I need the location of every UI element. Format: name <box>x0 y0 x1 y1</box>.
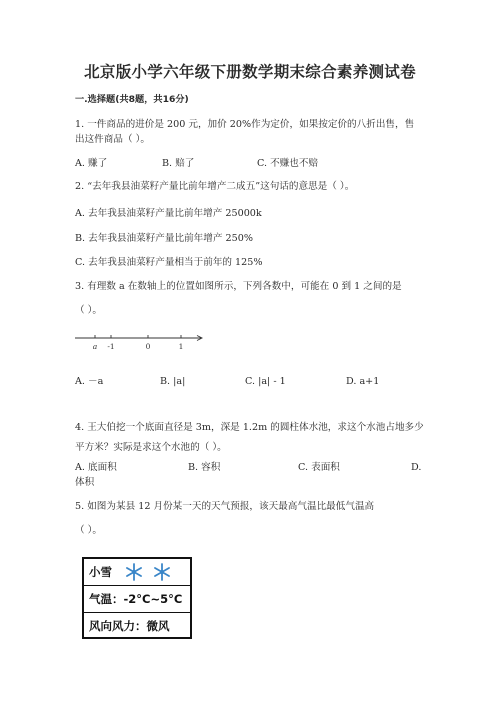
question-1-line-1: 1. 一件商品的进价是 200 元，加价 20%作为定价，如果按定价的八折出售，售 <box>75 119 415 130</box>
question-4-option-b[interactable]: B. 容积 <box>188 462 221 473</box>
question-3-option-c[interactable]: C. |a| - 1 <box>245 376 286 387</box>
weather-temperature: 气温：-2°C~5°C <box>89 592 183 606</box>
question-4-option-c[interactable]: C. 表面积 <box>298 462 340 473</box>
question-4-option-d-continued[interactable]: 体积 <box>75 477 95 488</box>
question-3-line-2: （ ）。 <box>75 305 103 316</box>
number-line-figure <box>75 332 205 354</box>
question-4-option-d[interactable]: D. <box>411 462 422 473</box>
label-1: 1 <box>178 342 184 351</box>
question-1-option-a[interactable]: A. 赚了 <box>75 158 108 169</box>
label-0: 0 <box>145 342 151 351</box>
question-1-option-c[interactable]: C. 不赚也不赔 <box>257 158 319 169</box>
question-3-line-1: 3. 有理数 a 在数轴上的位置如图所示，下列各数中，可能在 0 到 1 之间的是 <box>75 281 402 292</box>
question-1-option-b[interactable]: B. 赔了 <box>162 158 195 169</box>
question-2-option-c[interactable]: C. 去年我县油菜籽产量相当于前年的 125% <box>75 257 263 268</box>
weather-wind-row <box>84 613 190 639</box>
section-heading: 一.选择题(共8题，共16分) <box>75 94 189 105</box>
question-4-option-a[interactable]: A. 底面积 <box>75 462 117 473</box>
question-2-option-b[interactable]: B. 去年我县油菜籽产量比前年增产 250% <box>75 233 253 244</box>
question-3-option-a[interactable]: A. －a <box>75 376 104 387</box>
weather-forecast-card <box>82 557 192 639</box>
weather-wind: 风向风力：微风 <box>89 619 170 633</box>
question-3-option-d[interactable]: D. a+1 <box>346 376 380 387</box>
question-5-line-2: （ ）。 <box>75 525 103 536</box>
question-2-stem: 2. “去年我县油菜籽产量比前年增产二成五”这句话的意思是（ ）。 <box>75 181 355 192</box>
label-minus-1: -1 <box>107 342 115 351</box>
label-a: a <box>92 342 98 351</box>
question-2-option-a[interactable]: A. 去年我县油菜籽产量比前年增产 25000k <box>75 208 262 219</box>
page-title: 北京版小学六年级下册数学期末综合素养测试卷 <box>84 62 416 81</box>
question-5-line-1: 5. 如图为某县 12 月份某一天的天气预报，该天最高气温比最低气温高 <box>75 501 375 512</box>
question-3-option-b[interactable]: B. |a| <box>160 376 186 387</box>
question-1-line-2: 出这件商品（ ）。 <box>75 134 150 145</box>
weather-condition: 小雪 <box>89 565 112 579</box>
weather-temperature-row <box>84 586 190 613</box>
snowflake-icon <box>124 562 144 582</box>
weather-condition-row <box>84 559 190 586</box>
snowflake-icon <box>152 562 172 582</box>
question-4-stem: 4. 王大伯挖一个底面直径是 3m，深是 1.2m 的圆柱体水池，求这个水池占地多少平方米？实际是求这个水池的（ ）。 <box>75 422 424 453</box>
